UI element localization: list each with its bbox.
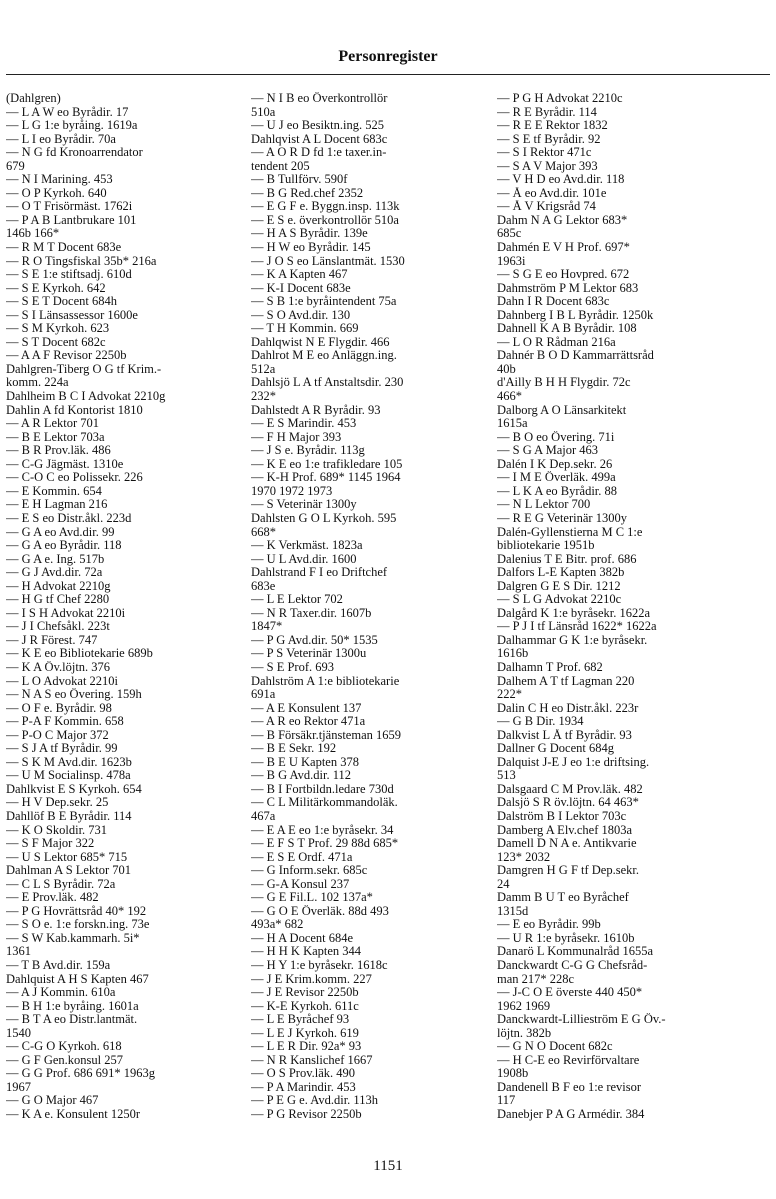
register-entry-line: — K-H Prof. 689* 1145 1964 — [251, 471, 401, 485]
register-entry-line: — E A E eo 1:e byråsekr. 34 — [251, 823, 394, 837]
register-entry-line: 1616b — [497, 647, 529, 661]
register-entry-line: — E eo Byrådir. 99b — [497, 918, 601, 932]
register-entry-line: — S G E eo Hovpred. 672 — [497, 268, 630, 282]
register-entry-line: — P E G e. Avd.dir. 113h — [251, 1094, 378, 1108]
register-entry-line: Dalhem A T tf Lagman 220 — [497, 674, 635, 688]
register-entry-line: 691a — [251, 688, 276, 702]
register-entry-line: 685c — [497, 227, 522, 241]
register-entry-line: bibliotekarie 1951b — [497, 539, 595, 553]
register-entry-line: — T B Avd.dir. 159a — [6, 959, 111, 972]
register-entry-line: Dalsjö S R öv.löjtn. 64 463* — [497, 796, 639, 810]
register-entry-line: — L K A eo Byrådir. 88 — [497, 484, 618, 498]
register-entry-line: 668* — [251, 525, 276, 539]
register-entry-line: — B R Prov.läk. 486 — [6, 444, 111, 458]
register-entry-line: — L E J Kyrkoh. 619 — [251, 1026, 359, 1040]
register-entry-line: Dahlheim B C I Advokat 2210g — [6, 390, 166, 404]
register-entry-line: — I S H Advokat 2210i — [6, 606, 126, 620]
register-entry-line: — L O R Rådman 216a — [497, 335, 616, 349]
register-column-2 — [251, 92, 493, 1122]
register-entry-line: — R M T Docent 683e — [6, 241, 122, 255]
register-column-3 — [497, 92, 739, 1122]
register-entry-line: d'Ailly B H H Flygdir. 72c — [497, 376, 631, 390]
register-entry-line: 117 — [497, 1094, 516, 1108]
register-entry-line: — A R eo Rektor 471a — [251, 715, 366, 729]
register-entry-line: 467a — [251, 809, 276, 823]
register-entry-line: — K-E Kyrkoh. 611c — [251, 999, 359, 1013]
register-entry-line: — J O S eo Länslantmät. 1530 — [251, 254, 405, 268]
register-entry-line: Dahlstrand F I eo Driftchef — [251, 566, 388, 580]
register-entry-line: — R E E Rektor 1832 — [497, 119, 608, 133]
register-entry-line: 1963i — [497, 254, 526, 268]
register-entry-line: — N R Taxer.dir. 1607b — [251, 606, 372, 620]
register-entry-line: — O T Frisörmäst. 1762i — [6, 200, 133, 214]
register-entry-line: — S L G Advokat 2210c — [497, 593, 622, 607]
register-entry-line: — A R Lektor 701 — [6, 417, 100, 431]
register-entry-line: Dalenius T E Bitr. prof. 686 — [497, 552, 637, 566]
register-entry-line: Dallner G Docent 684g — [497, 742, 614, 756]
register-entry-line: — S W Kab.kammarh. 5i* — [6, 931, 140, 945]
register-entry-line: — B E Lektor 703a — [6, 430, 105, 444]
register-entry-line: — K O Skoldir. 731 — [6, 823, 108, 837]
register-entry-line: — J R Förest. 747 — [6, 633, 98, 647]
register-entry-line: Dahlsjö L A tf Anstaltsdir. 230 — [251, 376, 404, 390]
register-entry-line: 1847* — [251, 620, 283, 634]
register-entry-line: — E S Marindir. 453 — [251, 417, 357, 431]
register-entry-line: — P G Revisor 2250b — [251, 1108, 362, 1122]
register-entry-line: — N A S eo Övering. 159h — [6, 688, 142, 702]
register-entry-line: — E S e. överkontrollör 510a — [251, 213, 399, 227]
register-entry-line: — G J Avd.dir. 72a — [6, 566, 103, 580]
register-entry-line: — A A F Revisor 2250b — [6, 349, 127, 363]
register-entry-line: — E G F e. Byggn.insp. 113k — [251, 200, 400, 214]
register-entry-line: — P G H Advokat 2210c — [497, 92, 623, 105]
register-entry-line: Dahlstedt A R Byrådir. 93 — [251, 403, 381, 417]
register-entry-line: — H V Dep.sekr. 25 — [6, 796, 109, 810]
register-entry-line: 493a* 682 — [251, 918, 304, 932]
register-entry-line: — O P Kyrkoh. 640 — [6, 186, 107, 200]
register-entry-line: — B Tullförv. 590f — [251, 173, 348, 187]
register-entry-line: 1908b — [497, 1067, 529, 1081]
register-entry-line: — Å V Krigsråd 74 — [497, 200, 596, 214]
register-entry-line: Dandenell B F eo 1:e revisor — [497, 1080, 642, 1094]
register-entry-line: — I M E Överläk. 499a — [497, 471, 616, 485]
register-entry-line: 1962 1969 — [497, 999, 551, 1013]
register-entry-line: — C-G Jägmäst. 1310e — [6, 457, 124, 471]
register-entry-line: — L E R Dir. 92a* 93 — [251, 1040, 362, 1054]
register-entry-line: Damgren H G F tf Dep.sekr. — [497, 864, 639, 878]
register-entry-line: — G O Major 467 — [6, 1094, 99, 1108]
register-entry-line: 222* — [497, 688, 522, 702]
register-entry-line: — K A Kapten 467 — [251, 268, 348, 282]
register-entry-line: — S K M Avd.dir. 1623b — [6, 755, 132, 769]
register-entry-line: Dalgård K 1:e byråsekr. 1622a — [497, 606, 651, 620]
register-entry-line: — B G Red.chef 2352 — [251, 186, 364, 200]
register-entry-line: — H Advokat 2210g — [6, 579, 111, 593]
register-entry-line: — K E eo Bibliotekarie 689b — [6, 647, 153, 661]
register-entry-line: — J-C O E överste 440 450* — [497, 986, 643, 1000]
register-entry-line: — K-I Docent 683e — [251, 281, 351, 295]
register-entry-line: — U S Lektor 685* 715 — [6, 850, 128, 864]
register-entry-line: — G F Gen.konsul 257 — [6, 1053, 124, 1067]
register-entry-line: Dahlgren-Tiberg O G tf Krim.- — [6, 362, 162, 376]
register-entry-line: — S Veterinär 1300y — [251, 498, 357, 512]
register-entry-line: — G B Dir. 1934 — [497, 715, 584, 729]
register-entry-line: komm. 224a — [6, 376, 69, 390]
register-entry-line: — G Inform.sekr. 685c — [251, 864, 368, 878]
register-entry-line: Damell D N A e. Antikvarie — [497, 837, 637, 851]
register-entry-line: — B E Sekr. 192 — [251, 742, 337, 756]
register-entry-line: — G G Prof. 686 691* 1963g — [6, 1067, 155, 1081]
register-entry-line: — A J Kommin. 610a — [6, 986, 116, 1000]
register-entry-line: — G-A Konsul 237 — [251, 877, 350, 891]
register-entry-line: Dalén I K Dep.sekr. 26 — [497, 457, 613, 471]
register-entry-line: Dahn I R Docent 683c — [497, 295, 610, 309]
register-entry-line: Dahlin A fd Kontorist 1810 — [6, 403, 143, 417]
register-entry-line: — S O Avd.dir. 130 — [251, 308, 351, 322]
register-entry-line: — G N O Docent 682c — [497, 1040, 613, 1054]
register-entry-line: — S A V Major 393 — [497, 159, 598, 173]
register-entry-line: — J I Chefsåkl. 223t — [6, 620, 110, 634]
register-entry-line: — V H D eo Avd.dir. 118 — [497, 173, 625, 187]
register-entry-line: — U J eo Besiktn.ing. 525 — [251, 119, 384, 133]
register-entry-line: — G O E Överläk. 88d 493 — [251, 904, 389, 918]
register-entry-line: — L E Byråchef 93 — [251, 1013, 350, 1027]
register-entry-line: 146b 166* — [6, 227, 60, 241]
register-entry-line: — U M Socialinsp. 478a — [6, 769, 131, 783]
register-entry-line: — O S Prov.läk. 490 — [251, 1067, 356, 1081]
register-entry-line: — E H Lagman 216 — [6, 498, 108, 512]
register-entry-line: — S I Rektor 471c — [497, 146, 592, 160]
register-entry-line: Dahmström P M Lektor 683 — [497, 281, 639, 295]
register-entry-line: 1970 1972 1973 — [251, 484, 333, 498]
register-entry-line: — P G Avd.dir. 50* 1535 — [251, 633, 378, 647]
register-entry-line: — C-O C eo Polissekr. 226 — [6, 471, 143, 485]
register-entry-line: — A O R D fd 1:e taxer.in- — [251, 146, 387, 160]
register-entry-line: Dahlsten G O L Kyrkoh. 595 — [251, 511, 397, 525]
register-entry-line: 513 — [497, 769, 516, 783]
register-entry-line: — S F Major 322 — [6, 837, 95, 851]
register-entry-line: — S E tf Byrådir. 92 — [497, 132, 601, 146]
register-entry-line: — L O Advokat 2210i — [6, 674, 119, 688]
register-entry-line: tendent 205 — [251, 159, 310, 173]
register-entry-line: — S E T Docent 684h — [6, 295, 117, 309]
register-entry-line: — H W eo Byrådir. 145 — [251, 241, 371, 255]
register-entry-line: — L I eo Byrådir. 70a — [6, 132, 116, 146]
register-entry-line: — J S e. Byrådir. 113g — [251, 444, 365, 458]
register-entry-line: Dalén-Gyllenstierna M C 1:e — [497, 525, 643, 539]
register-entry-line: 232* — [251, 390, 276, 404]
register-entry-line: löjtn. 382b — [497, 1026, 552, 1040]
register-entry-line: — C L S Byrådir. 72a — [6, 877, 116, 891]
register-entry-line: — B Försäkr.tjänsteman 1659 — [251, 728, 401, 742]
register-entry-line: — B I Fortbildn.ledare 730d — [251, 782, 394, 796]
register-entry-line: — Å eo Avd.dir. 101e — [497, 186, 607, 200]
register-entry-line: 1361 — [6, 945, 31, 959]
register-entry-line: Dalgren G E S Dir. 1212 — [497, 579, 621, 593]
register-entry-line: — P J I tf Länsråd 1622* 1622a — [497, 620, 657, 634]
register-entry-line: 512a — [251, 362, 276, 376]
register-entry-line: — H Y 1:e byråsekr. 1618c — [251, 959, 388, 972]
register-entry-line: 679 — [6, 159, 25, 173]
register-entry-line: — P A Marindir. 453 — [251, 1080, 356, 1094]
register-entry-line: — K E eo 1:e trafikledare 105 — [251, 457, 403, 471]
register-entry-line: — S T Docent 682c — [6, 335, 106, 349]
register-entry-line: Danebjer P A G Armédir. 384 — [497, 1108, 645, 1122]
register-entry-line: Dahllöf B E Byrådir. 114 — [6, 809, 132, 823]
register-entry-line: 1315d — [497, 904, 529, 918]
register-entry-line: — P-A F Kommin. 658 — [6, 715, 124, 729]
register-entry-line: — U R 1:e byråsekr. 1610b — [497, 931, 635, 945]
register-entry-line: Dalkvist L Å tf Byrådir. 93 — [497, 728, 632, 742]
register-entry-line: — H H K Kapten 344 — [251, 945, 362, 959]
register-entry-line: Dalsgaard C M Prov.läk. 482 — [497, 782, 643, 796]
register-entry-line: Dahnell K A B Byrådir. 108 — [497, 322, 637, 336]
register-entry-line: — S J A tf Byrådir. 99 — [6, 742, 118, 756]
register-entry-line: Dahlman A S Lektor 701 — [6, 864, 131, 878]
register-entry-line: — U L Avd.dir. 1600 — [251, 552, 357, 566]
register-entry-line: — P A B Lantbrukare 101 — [6, 213, 137, 227]
register-entry-line: Dahlqwist N E Flygdir. 466 — [251, 335, 390, 349]
register-entry-line: man 217* 228c — [497, 972, 575, 986]
register-entry-line: Dahnér B O D Kammarrättsråd — [497, 349, 654, 363]
page-title: Personregister — [338, 48, 438, 65]
register-entry-line: — R E Byrådir. 114 — [497, 105, 597, 119]
register-entry-line: Dahm N A G Lektor 683* — [497, 213, 628, 227]
register-entry-line: — R O Tingsfiskal 35b* 216a — [6, 254, 157, 268]
register-entry-line: — B O eo Övering. 71i — [497, 430, 615, 444]
register-entry-line: — S E Prof. 693 — [251, 660, 334, 674]
register-entry-line: — R E G Veterinär 1300y — [497, 511, 627, 525]
register-entry-line: — B T A eo Distr.lantmät. — [6, 1013, 138, 1027]
register-entry-line: — S B 1:e byråintendent 75a — [251, 295, 397, 309]
register-entry-line: Danckwardt C-G G Chefsråd- — [497, 959, 648, 972]
register-entry-line: — C L Militärkommandoläk. — [251, 796, 398, 810]
register-entry-line: — P-O C Major 372 — [6, 728, 109, 742]
register-entry-line: — E F S T Prof. 29 88d 685* — [251, 837, 399, 851]
register-entry-line: — G A eo Avd.dir. 99 — [6, 525, 115, 539]
register-entry-line: Dalhammar G K 1:e byråsekr. — [497, 633, 648, 647]
register-entry-line: — E S eo Distr.åkl. 223d — [6, 511, 132, 525]
register-entry-line: — J E Revisor 2250b — [251, 986, 359, 1000]
register-entry-line: 466* — [497, 390, 522, 404]
register-entry-line: — H G tf Chef 2280 — [6, 593, 110, 607]
header-rule — [6, 74, 770, 75]
register-entry-line: — K A e. Konsulent 1250r — [6, 1108, 141, 1122]
register-entry-line: — N I Marining. 453 — [6, 173, 113, 187]
register-entry-line: 1615a — [497, 417, 528, 431]
register-entry-line: Dalhamn T Prof. 682 — [497, 660, 603, 674]
register-entry-line: 24 — [497, 877, 510, 891]
register-entry-line: — G E Fil.L. 102 137a* — [251, 891, 373, 905]
register-entry-line: — L A W eo Byrådir. 17 — [6, 105, 129, 119]
register-entry-line: Dalfors L-E Kapten 382b — [497, 566, 625, 580]
register-entry-line: — N R Kanslichef 1667 — [251, 1053, 373, 1067]
register-entry-line: — S E Kyrkoh. 642 — [6, 281, 106, 295]
register-entry-line: Dahlkvist E S Kyrkoh. 654 — [6, 782, 142, 796]
register-entry-line: — P G Hovrättsråd 40* 192 — [6, 904, 147, 918]
register-entry-line: — L E Lektor 702 — [251, 593, 343, 607]
register-entry-line: — N L Lektor 700 — [497, 498, 591, 512]
register-entry-line: — L G 1:e byråing. 1619a — [6, 119, 138, 133]
register-entry-line: 1540 — [6, 1026, 31, 1040]
register-entry-line: Dahlqvist A L Docent 683c — [251, 132, 388, 146]
register-entry-line: — F H Major 393 — [251, 430, 342, 444]
register-column-1 — [6, 92, 248, 1122]
register-entry-line: Dahlström A 1:e bibliotekarie — [251, 674, 400, 688]
register-entry-line: — N I B eo Överkontrollör — [251, 92, 388, 105]
register-entry-line: Danckwardt-Lillieström E G Öv.- — [497, 1013, 666, 1027]
page-number: 1151 — [373, 1158, 403, 1174]
register-entry-line: — C-G O Kyrkoh. 618 — [6, 1040, 122, 1054]
register-entry-line: Dalström B I Lektor 703c — [497, 809, 627, 823]
register-entry-line: — S O e. 1:e forskn.ing. 73e — [6, 918, 150, 932]
register-entry-line: — K Verkmäst. 1823a — [251, 539, 363, 553]
register-entry-line: Dalin C H eo Distr.åkl. 223r — [497, 701, 639, 715]
register-entry-line: 510a — [251, 105, 276, 119]
register-entry-line: Dahlrot M E eo Anläggn.ing. — [251, 349, 397, 363]
register-entry-line: 123* 2032 — [497, 850, 551, 864]
register-entry-line: Dalborg A O Länsarkitekt — [497, 403, 627, 417]
register-entry-line: — K A Öv.löjtn. 376 — [6, 660, 111, 674]
register-entry-line: — E Kommin. 654 — [6, 484, 102, 498]
register-entry-line: 683e — [251, 579, 276, 593]
register-entry-line: — N G fd Kronoarrendator — [6, 146, 143, 160]
register-entry-line: — T H Kommin. 669 — [251, 322, 359, 336]
register-entry-line: — H C-E eo Revirförvaltare — [497, 1053, 640, 1067]
register-entry-line: — S I Länsassessor 1600e — [6, 308, 138, 322]
register-entry-line: Dahnberg I B L Byrådir. 1250k — [497, 308, 654, 322]
register-entry-line: — A E Konsulent 137 — [251, 701, 362, 715]
register-entry-line: Danarö L Kommunalråd 1655a — [497, 945, 654, 959]
register-entry-line: — H A S Byrådir. 139e — [251, 227, 368, 241]
register-entry-line: — B E U Kapten 378 — [251, 755, 359, 769]
register-entry-line: — E Prov.läk. 482 — [6, 891, 99, 905]
register-entry-line: — H A Docent 684e — [251, 931, 354, 945]
register-entry-line: — O F e. Byrådir. 98 — [6, 701, 112, 715]
register-entry-line: 1967 — [6, 1080, 31, 1094]
register-entry-line: — S G A Major 463 — [497, 444, 599, 458]
register-entry-line: — G A e. Ing. 517b — [6, 552, 105, 566]
register-entry-line: Dahlquist A H S Kapten 467 — [6, 972, 149, 986]
register-entry-line: Dahmén E V H Prof. 697* — [497, 241, 630, 255]
register-entry-line: 40b — [497, 362, 516, 376]
register-entry-line: — P S Veterinär 1300u — [251, 647, 367, 661]
register-entry-line: (Dahlgren) — [6, 92, 61, 105]
register-entry-line: — S M Kyrkoh. 623 — [6, 322, 110, 336]
register-entry-line: — J E Krim.komm. 227 — [251, 972, 372, 986]
register-entry-line: — B G Avd.dir. 112 — [251, 769, 352, 783]
register-entry-line: — B H 1:e byråing. 1601a — [6, 999, 139, 1013]
register-entry-line: — S E 1:e stiftsadj. 610d — [6, 268, 132, 282]
register-entry-line: Damm B U T eo Byråchef — [497, 891, 629, 905]
register-entry-line: — E S E Ordf. 471a — [251, 850, 353, 864]
register-entry-line: Dalquist J-E J eo 1:e driftsing. — [497, 755, 650, 769]
register-entry-line: — G A eo Byrådir. 118 — [6, 539, 122, 553]
register-entry-line: Damberg A Elv.chef 1803a — [497, 823, 633, 837]
